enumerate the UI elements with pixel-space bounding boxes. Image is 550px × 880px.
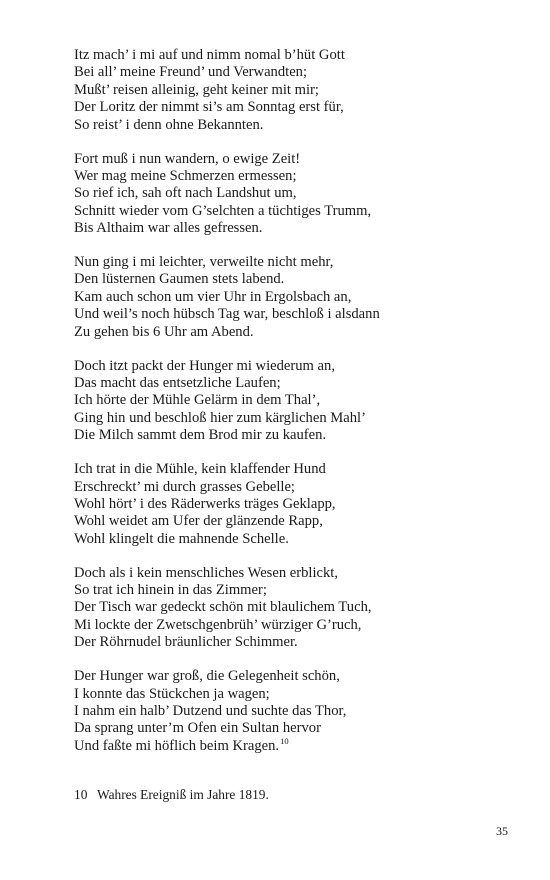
poem-line: Doch itzt packt der Hunger mi wiederum an, (74, 357, 335, 374)
stanza-1 (74, 47, 514, 134)
poem-line: Schnitt wieder vom G’selchten a tüchtiges Trumm, (74, 202, 372, 219)
footnote-reference[interactable]: 10 (280, 735, 289, 746)
footnote (74, 787, 269, 803)
stanza-3 (74, 254, 514, 341)
poem (74, 47, 514, 772)
poem-line-with-footnote (74, 735, 514, 755)
footnote-number: 10 (74, 787, 88, 802)
poem-line: Ich trat in die Mühle, kein klaffender Hund (74, 461, 326, 478)
poem-line: Mußt’ reisen alleinig, geht keiner mit mir; (74, 81, 319, 98)
poem-line: Wohl weidet am Ufer der glänzende Rapp, (74, 513, 323, 530)
stanza-2 (74, 151, 514, 238)
poem-line: I nahm ein halb’ Dutzend und suchte das Thor, (74, 703, 347, 719)
poem-line: So rief ich, sah oft nach Landshut um, (74, 185, 297, 202)
stanza-4 (74, 358, 514, 445)
poem-line: Wohl hört’ i des Räderwerks träges Geklapp, (74, 495, 336, 512)
poem-line: Bei all’ meine Freund’ und Verwandten; (74, 64, 308, 81)
poem-line: Wer mag meine Schmerzen ermessen; (74, 167, 297, 184)
poem-line: Itz mach’ i mi auf und nimm nomal b’hüt Gott (74, 47, 345, 63)
poem-line: So trat ich hinein in das Zimmer; (74, 582, 267, 599)
poem-line: Mi lockte der Zwetschgenbrüh’ würziger G’ruch, (74, 616, 362, 633)
poem-line: Erschreckt’ mi durch grasses Gebelle; (74, 478, 295, 495)
stanza-5 (74, 461, 514, 548)
stanza-7 (74, 668, 514, 755)
poem-line: Kam auch schon um vier Uhr in Ergolsbach an, (74, 288, 352, 305)
poem-line: Nun ging i mi leichter, verweilte nicht mehr, (74, 254, 334, 271)
poem-line: Und weil’s noch hübsch Tag war, beschloß i alsdann (74, 306, 380, 323)
poem-line: Die Milch sammt dem Brod mir zu kaufen. (74, 427, 327, 444)
poem-line: Der Röhrnudel bräunlicher Schimmer. (74, 634, 298, 651)
poem-line: Der Loritz der nimmt si’s am Sonntag erst für, (74, 99, 344, 116)
poem-line: Doch als i kein menschliches Wesen erblickt, (74, 564, 339, 581)
poem-line-text: Und faßte mi höflich beim Kragen. (74, 737, 280, 754)
stanza-6 (74, 565, 514, 652)
footnote-text: Wahres Ereigniß im Jahre 1819. (97, 787, 269, 802)
poem-line: Der Tisch war gedeckt schön mit blaulichem Tuch, (74, 599, 372, 616)
poem-line: Den lüsternen Gaumen stets labend. (74, 271, 285, 288)
poem-line: I konnte das Stückchen ja wagen; (74, 685, 270, 702)
poem-line: Fort muß i nun wandern, o ewige Zeit! (74, 150, 301, 167)
poem-line: Der Hunger war groß, die Gelegenheit schön, (74, 668, 340, 685)
poem-line: Das macht das entsetzliche Laufen; (74, 375, 281, 391)
poem-line: Ging hin und beschloß hier zum kärglichen Mahl’ (74, 409, 366, 426)
page-number: 35 (496, 824, 508, 838)
poem-line: Da sprang unter’m Ofen ein Sultan hervor (74, 720, 321, 737)
poem-line: Zu gehen bis 6 Uhr am Abend. (74, 323, 254, 340)
poem-line: Bis Althaim war alles gefressen. (74, 220, 263, 237)
poem-line: Ich hörte der Mühle Gelärm in dem Thal’, (74, 392, 321, 409)
poem-line: Wohl klingelt die mahnende Schelle. (74, 530, 289, 547)
poem-line: So reist’ i denn ohne Bekannten. (74, 116, 264, 133)
